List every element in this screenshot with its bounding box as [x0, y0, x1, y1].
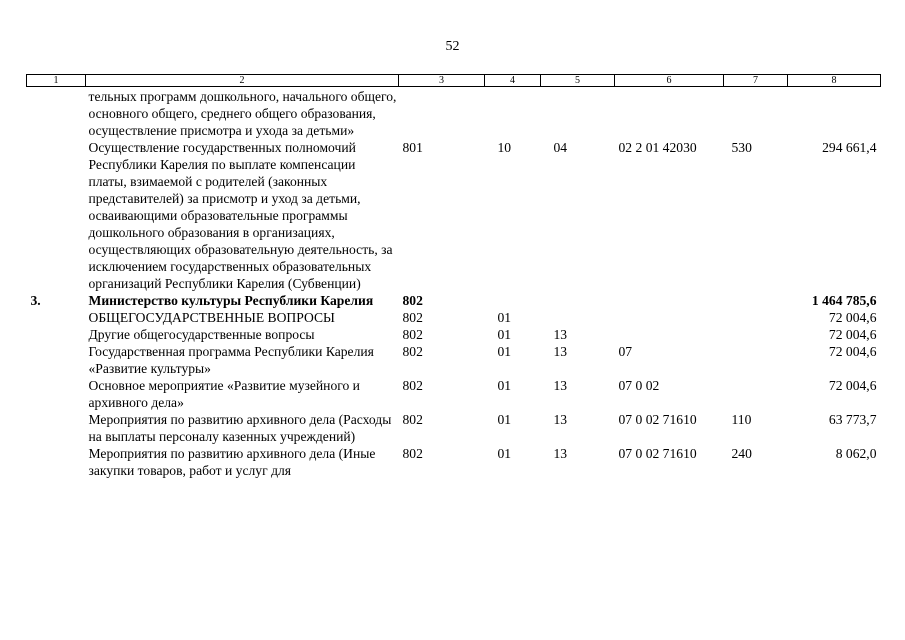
header-col-8: 8 [788, 75, 881, 87]
row-subsection-code: 13 [553, 412, 568, 427]
table-row [27, 309, 881, 326]
table-row [27, 326, 881, 343]
table-row [27, 87, 881, 140]
row-ministry-code: 802 [402, 344, 423, 359]
table-row [27, 343, 881, 377]
row-ministry-code [399, 87, 485, 140]
row-target-article: 02 2 01 42030 [618, 140, 697, 155]
row-subsection-code [541, 309, 615, 326]
row-section-code [485, 87, 541, 140]
row-amount [788, 87, 881, 140]
row-number [27, 326, 86, 343]
header-col-1: 1 [27, 75, 86, 87]
row-expense-type: 530 [731, 140, 752, 155]
row-target-article [615, 87, 724, 140]
row-expense-type: 110 [731, 412, 752, 427]
row-target-article: 07 0 02 71610 [618, 412, 697, 427]
row-subsection-code [541, 292, 615, 309]
row-number [27, 87, 86, 140]
row-subsection-code: 13 [553, 344, 568, 359]
row-subsection-code: 13 [553, 327, 568, 342]
row-expense-type [724, 292, 788, 309]
row-amount: 72 004,6 [828, 327, 877, 342]
row-target-article [615, 326, 724, 343]
row-expense-type [724, 343, 788, 377]
row-subsection-code [541, 87, 615, 140]
row-name: Государственная программа Республики Карелия «Развитие культуры» [88, 344, 374, 376]
row-number [27, 445, 86, 479]
row-ministry-code: 802 [402, 378, 423, 393]
row-expense-type [724, 377, 788, 411]
row-section-code: 01 [497, 378, 512, 393]
row-target-article [615, 309, 724, 326]
row-ministry-code: 802 [402, 446, 423, 461]
row-section-code: 01 [497, 310, 512, 325]
header-col-7: 7 [724, 75, 788, 87]
header-col-6: 6 [615, 75, 724, 87]
row-number [27, 309, 86, 326]
row-name: Основное мероприятие «Развитие музейного и архивного дела» [88, 378, 360, 410]
row-name: тельных программ дошкольного, начального общего, основного общего, среднего общего образования, осуществление присмотра и ухода за детьми» [88, 89, 397, 138]
row-expense-type [724, 309, 788, 326]
header-col-2: 2 [86, 75, 399, 87]
row-ministry-code: 802 [402, 412, 423, 427]
budget-table [26, 74, 881, 479]
table-row [27, 139, 881, 292]
row-amount: 8 062,0 [835, 446, 877, 461]
row-number [27, 411, 86, 445]
row-section-code: 10 [497, 140, 512, 155]
header-col-3: 3 [399, 75, 485, 87]
row-amount: 294 661,4 [822, 140, 877, 155]
row-target-article: 07 0 02 71610 [618, 446, 697, 461]
row-name: Мероприятия по развитию архивного дела (Расходы на выплаты персоналу казенных учреждений) [88, 412, 392, 444]
row-expense-type [724, 326, 788, 343]
row-number [27, 343, 86, 377]
row-subsection-code: 13 [553, 378, 568, 393]
row-name: Другие общегосударственные вопросы [88, 327, 315, 342]
row-amount: 72 004,6 [828, 378, 877, 393]
row-section-code: 01 [497, 446, 512, 461]
table-row [27, 411, 881, 445]
row-section-code [485, 292, 541, 309]
table-row [27, 445, 881, 479]
row-target-article: 07 0 02 [618, 378, 660, 393]
row-amount: 72 004,6 [828, 344, 877, 359]
row-number: 3. [30, 293, 41, 308]
row-name: Мероприятия по развитию архивного дела (Иные закупки товаров, работ и услуг для [88, 446, 376, 478]
row-name: Министерство культуры Республики Карелия [88, 293, 374, 308]
row-section-code: 01 [497, 327, 512, 342]
row-ministry-code: 802 [402, 327, 423, 342]
column-number-header [27, 75, 881, 87]
row-subsection-code: 04 [553, 140, 568, 155]
row-ministry-code: 802 [402, 310, 423, 325]
row-target-article [615, 292, 724, 309]
table-row [27, 292, 881, 309]
row-section-code: 01 [497, 412, 512, 427]
table-row [27, 377, 881, 411]
row-name: ОБЩЕГОСУДАРСТВЕННЫЕ ВОПРОСЫ [88, 310, 335, 325]
row-number [27, 377, 86, 411]
header-col-5: 5 [541, 75, 615, 87]
page-number: 52 [445, 39, 460, 54]
row-expense-type [724, 87, 788, 140]
row-number [27, 139, 86, 292]
row-target-article: 07 [618, 344, 633, 359]
header-col-4: 4 [485, 75, 541, 87]
row-ministry-code: 802 [402, 293, 423, 308]
row-subsection-code: 13 [553, 446, 568, 461]
row-expense-type: 240 [731, 446, 752, 461]
row-amount: 72 004,6 [828, 310, 877, 325]
row-section-code: 01 [497, 344, 512, 359]
row-amount: 63 773,7 [828, 412, 877, 427]
row-amount: 1 464 785,6 [811, 293, 877, 308]
row-name: Осуществление государственных полномочий Республики Карелия по выплате компенсации платы, взимаемой с родителей (законных представителей) за присмотр и уход за детьми, осваивающими образовательные программы дошкольного образования в организациях, осуществляющих образовательную деятельность, за исключением государственных образовательных организаций Республики Карелия (Субвенции) [88, 140, 393, 291]
row-ministry-code: 801 [402, 140, 423, 155]
